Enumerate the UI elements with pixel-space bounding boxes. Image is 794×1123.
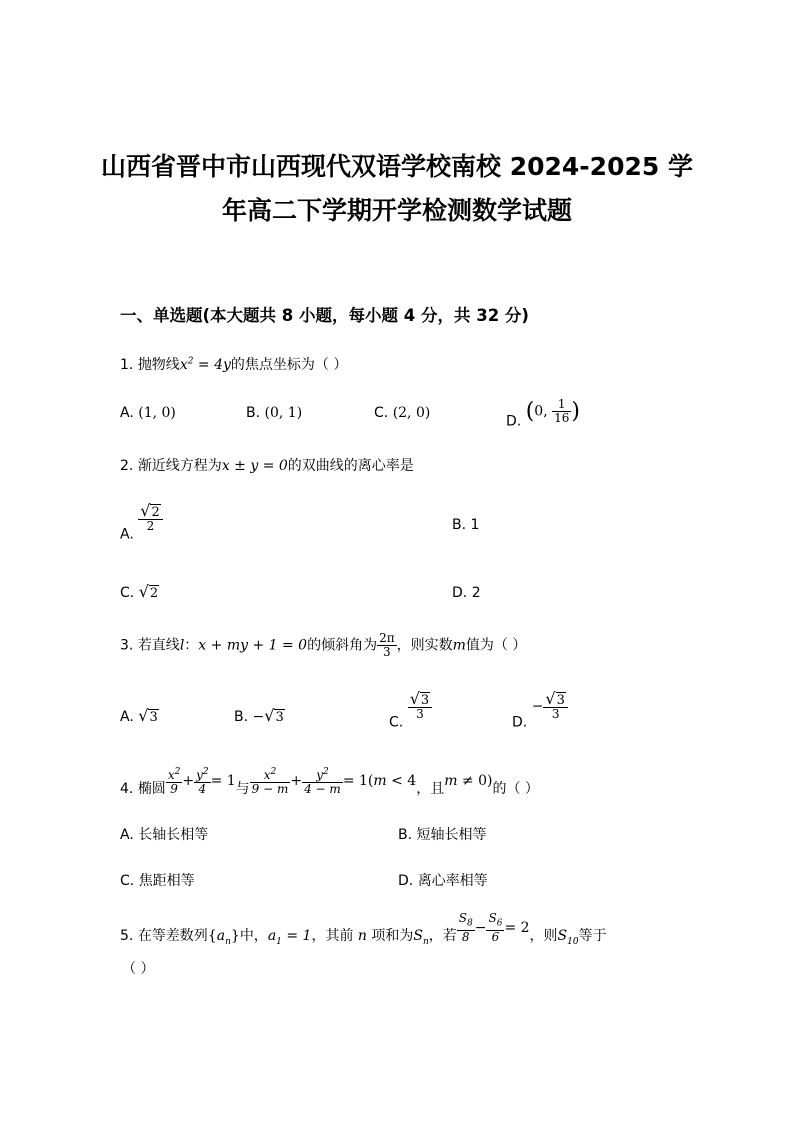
q4-option-b-text: 短轴长相等	[416, 827, 487, 843]
q4-stem-mid2: ，且	[416, 781, 445, 797]
question-3: 3. 若直线l：x + my + 1 = 0的倾斜角为 $\frac{2\pi}{3}$ ，则实数m值为（ ）	[120, 631, 527, 659]
q3-option-b-sqrt: √3	[264, 706, 284, 725]
q4-option-b-label: B.	[398, 827, 413, 843]
q4-option-a-label: A.	[120, 827, 134, 843]
q3-var-m: m	[452, 637, 466, 654]
q3-option-b-minus: −	[252, 709, 265, 725]
q1-option-d-fraction: $\frac{1}{16}$	[554, 397, 570, 425]
q5-stem-mid4: ，若	[428, 928, 457, 945]
q3-option-a-sqrt: √3	[138, 706, 158, 725]
q2-option-c-label: C.	[120, 585, 135, 601]
q2-option-d-text: 2	[471, 585, 481, 601]
q3-option-b-label: B.	[234, 709, 249, 725]
q5-answer-bracket: （ ）	[122, 961, 155, 977]
q1-option-c-label: C.	[374, 405, 389, 421]
q3-stem-pre: 若直线	[137, 637, 180, 654]
q4-stem-pre: 椭圆	[137, 781, 166, 797]
doc-title-line1: 山西省晋中市山西现代双语学校南校 2024-2025 学	[101, 152, 693, 181]
q5-frac-s8: $\frac{S_8}{8}$	[458, 911, 473, 945]
q3-option-a[interactable]	[120, 706, 159, 725]
q1-option-b-text: (0, 1)	[264, 405, 303, 421]
q1-option-a-label: A.	[120, 405, 134, 421]
q5-stem-post: 等于	[578, 928, 607, 945]
q5-number: 5.	[120, 928, 134, 945]
q4-option-b[interactable]	[398, 824, 487, 844]
q1-option-a-text: (1, 0)	[138, 405, 176, 421]
doc-title-line2: 年高二下学期开学检测数学试题	[221, 196, 572, 225]
q2-number: 2.	[120, 458, 134, 474]
q5-frac-s6: $\frac{S_6}{6}$	[488, 911, 503, 945]
q3-number: 3.	[120, 637, 134, 654]
q5-stem-mid5: ，则	[529, 928, 558, 945]
q2-stem-pre: 渐近线方程为	[137, 458, 222, 474]
q1-option-d-text: 0,	[534, 403, 548, 420]
question-4: 4. 椭圆 $\frac{x^2}{9}$ + $\frac{y^2}{4}$ = 1与 $\frac{x^2}{9 - m}$ + $\frac{y^2}{4 - m}$ = 1(m < 4，且m ≠ 0)的（ ）	[120, 767, 539, 797]
q2-option-c[interactable]	[120, 582, 159, 601]
q1-option-a[interactable]	[120, 405, 176, 421]
q2-option-b[interactable]	[452, 517, 479, 533]
q3-option-c[interactable]	[389, 689, 432, 731]
q1-option-d[interactable]: D. (0, $\frac{1}{16}$ )	[506, 397, 580, 430]
q4-ellipse1-y: $\frac{y^2}{4}$	[196, 767, 209, 796]
q3-option-c-fraction: $\frac{√3}{3}$	[408, 692, 432, 721]
q1-option-d-label: D.	[506, 413, 522, 430]
q2-option-c-sqrt: √2	[138, 582, 159, 601]
q1-option-c[interactable]	[374, 405, 430, 421]
q4-ellipse1-x: $\frac{x^2}{9}$	[167, 767, 181, 796]
section-heading: 一、单选题(本大题共 8 小题，每小题 4 分，共 32 分)	[120, 306, 529, 325]
q4-option-d-text: 离心率相等	[417, 873, 488, 889]
q5-stem-mid: 中，	[239, 928, 268, 945]
q1-number: 1.	[120, 357, 134, 373]
q3-stem-post: 值为（ ）	[465, 637, 527, 654]
question-5: 5. 在等差数列$\{a_n\}$中，$a_1 = 1$，其前 n 项和为$S_n$，若 $\frac{S_8}{8}$ − $\frac{S_6}{6}$ = 2，则$S_{10}$等于	[120, 911, 607, 947]
q1-option-c-text: (2, 0)	[392, 405, 431, 421]
q1-option-b[interactable]	[246, 405, 302, 421]
q4-stem-post: 的（ ）	[492, 781, 539, 797]
q1-stem-pre: 抛物线	[137, 357, 180, 373]
q2-option-b-label: B.	[452, 517, 467, 533]
q3-line-symbol: l	[179, 637, 185, 654]
q3-option-d-minus: −	[531, 698, 544, 715]
q5-stem-mid3: 项和为	[371, 928, 414, 945]
q3-angle-fraction: $\frac{2\pi}{3}$	[379, 631, 395, 659]
q2-option-d-label: D.	[452, 585, 468, 601]
q4-option-a[interactable]	[120, 824, 208, 844]
q3-option-b[interactable]	[234, 706, 285, 725]
q1-option-b-label: B.	[246, 405, 261, 421]
question-2	[120, 455, 414, 475]
q4-ellipse2-x: $\frac{x^2}{9 - m}$	[251, 767, 289, 796]
q2-option-a-fraction: $\frac{√2}{2}$	[138, 504, 162, 533]
q2-stem-post: 的双曲线的离心率是	[287, 458, 414, 474]
q2-option-b-text: 1	[470, 517, 480, 533]
q3-option-d-label: D.	[512, 714, 528, 731]
q4-stem-mid: 与	[235, 781, 250, 797]
q3-option-d-fraction: $\frac{√3}{3}$	[543, 692, 567, 721]
q4-option-d-label: D.	[398, 873, 414, 889]
q4-option-c[interactable]	[120, 870, 195, 890]
q2-option-a[interactable]	[120, 501, 163, 543]
q4-option-c-label: C.	[120, 873, 135, 889]
q3-math: x + my + 1 = 0	[198, 637, 308, 654]
q4-ellipse2-y: $\frac{y^2}{4 - m}$	[304, 767, 341, 796]
q4-option-a-text: 长轴长相等	[138, 827, 209, 843]
q4-option-c-text: 焦距相等	[138, 873, 195, 889]
q2-math: x ± y = 0	[221, 458, 288, 474]
q4-number: 4.	[120, 781, 134, 797]
question-1	[120, 354, 347, 374]
q3-option-c-label: C.	[389, 714, 404, 731]
q2-option-a-label: A.	[120, 526, 134, 543]
q3-option-d[interactable]	[512, 689, 568, 731]
q4-option-d[interactable]	[398, 870, 488, 890]
q5-stem-mid2: ，其前	[311, 928, 354, 945]
q1-math: $x^2 = 4y$	[179, 356, 231, 373]
q3-stem-mid: 的倾斜角为	[307, 637, 378, 654]
q1-stem-post: 的焦点坐标为（ ）	[230, 357, 348, 373]
q3-stem-mid2: ，则实数	[396, 637, 453, 654]
q2-option-d[interactable]	[452, 585, 481, 601]
q5-stem-pre: 在等差数列	[137, 928, 208, 945]
q3-option-a-label: A.	[120, 709, 134, 725]
